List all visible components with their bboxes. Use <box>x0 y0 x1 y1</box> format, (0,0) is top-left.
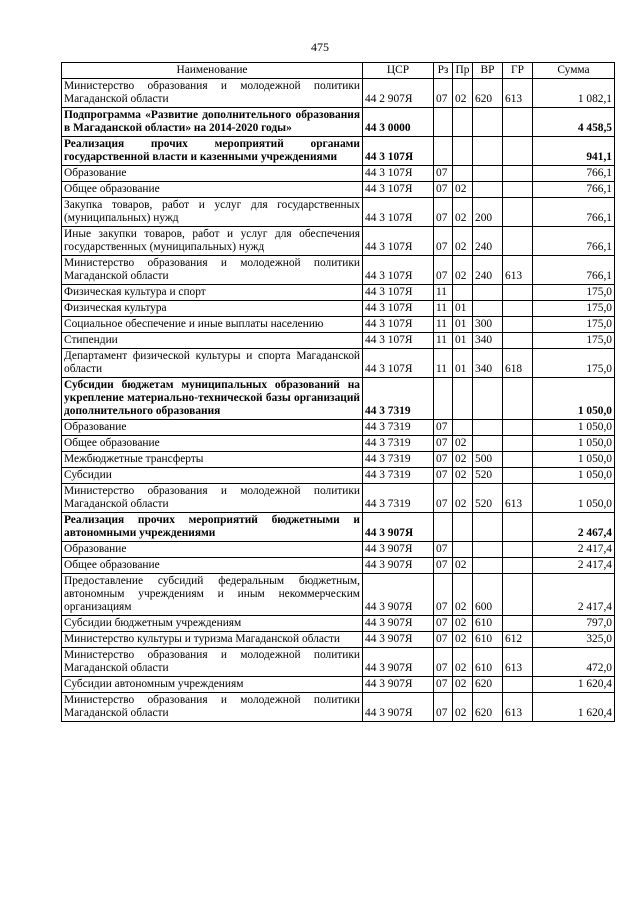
row-rz-cell: 07 <box>434 182 453 198</box>
row-csr-cell: 44 3 107Я <box>363 166 434 182</box>
row-vr-cell: 620 <box>473 677 503 693</box>
row-vr-cell: 300 <box>473 317 503 333</box>
header-name: Наименование <box>62 63 363 79</box>
row-name-cell: Департамент физической культуры и спорта Магаданской области <box>62 349 363 378</box>
row-rz-cell: 07 <box>434 166 453 182</box>
row-pr-cell: 02 <box>453 452 473 468</box>
row-csr-cell: 44 3 7319 <box>363 378 434 420</box>
row-pr-cell <box>453 378 473 420</box>
row-csr-cell: 44 3 107Я <box>363 349 434 378</box>
row-vr-cell: 340 <box>473 349 503 378</box>
row-sum-cell: 1 050,0 <box>533 420 615 436</box>
table-row <box>62 616 615 632</box>
table-row <box>62 137 615 166</box>
row-pr-cell: 02 <box>453 436 473 452</box>
row-sum-cell: 175,0 <box>533 301 615 317</box>
row-name-cell: Реализация прочих мероприятий бюджетными и автономными учреждениями <box>62 513 363 542</box>
table-row <box>62 452 615 468</box>
row-vr-cell <box>473 182 503 198</box>
table-row <box>62 301 615 317</box>
row-vr-cell: 520 <box>473 484 503 513</box>
row-gr-cell <box>503 227 533 256</box>
table-body <box>62 79 615 722</box>
row-pr-cell: 01 <box>453 301 473 317</box>
table-row <box>62 632 615 648</box>
row-vr-cell: 620 <box>473 693 503 722</box>
row-pr-cell: 02 <box>453 632 473 648</box>
table-row <box>62 513 615 542</box>
row-gr-cell: 613 <box>503 693 533 722</box>
row-sum-cell: 1 082,1 <box>533 79 615 108</box>
row-pr-cell: 02 <box>453 616 473 632</box>
row-sum-cell: 766,1 <box>533 198 615 227</box>
row-name-cell: Министерство образования и молодежной политики Магаданской области <box>62 693 363 722</box>
table-row <box>62 648 615 677</box>
table-row <box>62 182 615 198</box>
row-vr-cell: 610 <box>473 616 503 632</box>
table-row <box>62 198 615 227</box>
row-csr-cell: 44 3 107Я <box>363 256 434 285</box>
row-rz-cell: 07 <box>434 693 453 722</box>
row-rz-cell: 07 <box>434 616 453 632</box>
table-row <box>62 79 615 108</box>
row-name-cell: Стипендии <box>62 333 363 349</box>
row-name-cell: Министерство образования и молодежной политики Магаданской области <box>62 79 363 108</box>
row-gr-cell: 613 <box>503 484 533 513</box>
row-vr-cell: 600 <box>473 574 503 616</box>
table-row <box>62 436 615 452</box>
row-sum-cell: 175,0 <box>533 317 615 333</box>
table-row <box>62 317 615 333</box>
row-vr-cell: 340 <box>473 333 503 349</box>
row-sum-cell: 2 467,4 <box>533 513 615 542</box>
row-pr-cell <box>453 166 473 182</box>
row-name-cell: Общее образование <box>62 436 363 452</box>
row-pr-cell: 02 <box>453 227 473 256</box>
table-row <box>62 484 615 513</box>
table-row <box>62 693 615 722</box>
row-gr-cell <box>503 317 533 333</box>
row-gr-cell <box>503 166 533 182</box>
row-vr-cell: 620 <box>473 79 503 108</box>
row-rz-cell: 11 <box>434 333 453 349</box>
row-sum-cell: 2 417,4 <box>533 558 615 574</box>
row-csr-cell: 44 3 907Я <box>363 616 434 632</box>
row-pr-cell: 02 <box>453 677 473 693</box>
row-pr-cell <box>453 285 473 301</box>
row-name-cell: Предоставление субсидий федеральным бюджетным, автономным учреждениям и иным некоммерческим организациям <box>62 574 363 616</box>
row-sum-cell: 325,0 <box>533 632 615 648</box>
row-gr-cell <box>503 677 533 693</box>
row-vr-cell <box>473 436 503 452</box>
row-csr-cell: 44 3 107Я <box>363 333 434 349</box>
table-row <box>62 285 615 301</box>
row-csr-cell: 44 2 907Я <box>363 79 434 108</box>
row-csr-cell: 44 3 107Я <box>363 227 434 256</box>
row-gr-cell <box>503 513 533 542</box>
row-csr-cell: 44 3 107Я <box>363 137 434 166</box>
row-sum-cell: 1 050,0 <box>533 378 615 420</box>
row-gr-cell <box>503 558 533 574</box>
table-row <box>62 574 615 616</box>
row-name-cell: Министерство образования и молодежной политики Магаданской области <box>62 484 363 513</box>
row-name-cell: Министерство образования и молодежной политики Магаданской области <box>62 256 363 285</box>
row-rz-cell: 11 <box>434 317 453 333</box>
row-sum-cell: 2 417,4 <box>533 542 615 558</box>
row-csr-cell: 44 3 107Я <box>363 198 434 227</box>
row-rz-cell: 07 <box>434 542 453 558</box>
row-gr-cell: 613 <box>503 648 533 677</box>
row-sum-cell: 766,1 <box>533 227 615 256</box>
row-rz-cell: 07 <box>434 574 453 616</box>
row-vr-cell <box>473 137 503 166</box>
row-sum-cell: 4 458,5 <box>533 108 615 137</box>
row-name-cell: Министерство культуры и туризма Магаданской области <box>62 632 363 648</box>
row-name-cell: Общее образование <box>62 182 363 198</box>
row-name-cell: Общее образование <box>62 558 363 574</box>
row-rz-cell: 07 <box>434 436 453 452</box>
row-rz-cell: 11 <box>434 285 453 301</box>
row-sum-cell: 766,1 <box>533 256 615 285</box>
row-gr-cell <box>503 574 533 616</box>
row-vr-cell: 610 <box>473 648 503 677</box>
row-csr-cell: 44 3 907Я <box>363 693 434 722</box>
table-row <box>62 108 615 137</box>
row-sum-cell: 2 417,4 <box>533 574 615 616</box>
header-vr: ВР <box>473 63 503 79</box>
row-pr-cell: 02 <box>453 468 473 484</box>
row-rz-cell: 07 <box>434 420 453 436</box>
row-csr-cell: 44 3 7319 <box>363 452 434 468</box>
row-vr-cell <box>473 166 503 182</box>
row-vr-cell: 240 <box>473 227 503 256</box>
row-name-cell: Межбюджетные трансферты <box>62 452 363 468</box>
table-row <box>62 333 615 349</box>
row-csr-cell: 44 3 7319 <box>363 468 434 484</box>
row-vr-cell <box>473 301 503 317</box>
table-header-row <box>62 63 615 79</box>
row-name-cell: Субсидии <box>62 468 363 484</box>
row-name-cell: Закупка товаров, работ и услуг для государственных (муниципальных) нужд <box>62 198 363 227</box>
row-gr-cell <box>503 182 533 198</box>
row-name-cell: Образование <box>62 166 363 182</box>
row-gr-cell <box>503 198 533 227</box>
table-row <box>62 468 615 484</box>
row-csr-cell: 44 3 907Я <box>363 542 434 558</box>
row-gr-cell <box>503 616 533 632</box>
table-row <box>62 677 615 693</box>
budget-table <box>61 62 615 722</box>
row-csr-cell: 44 3 107Я <box>363 301 434 317</box>
row-pr-cell: 01 <box>453 333 473 349</box>
row-csr-cell: 44 3 907Я <box>363 513 434 542</box>
row-csr-cell: 44 3 7319 <box>363 484 434 513</box>
row-vr-cell <box>473 542 503 558</box>
row-sum-cell: 472,0 <box>533 648 615 677</box>
row-pr-cell: 02 <box>453 558 473 574</box>
row-sum-cell: 941,1 <box>533 137 615 166</box>
row-pr-cell <box>453 108 473 137</box>
row-sum-cell: 1 050,0 <box>533 452 615 468</box>
row-sum-cell: 1 050,0 <box>533 484 615 513</box>
row-name-cell: Министерство образования и молодежной политики Магаданской области <box>62 648 363 677</box>
row-vr-cell <box>473 420 503 436</box>
row-csr-cell: 44 3 907Я <box>363 574 434 616</box>
row-name-cell: Подпрограмма «Развитие дополнительного образования в Магаданской области» на 2014-2020 годы» <box>62 108 363 137</box>
table-row <box>62 378 615 420</box>
row-sum-cell: 797,0 <box>533 616 615 632</box>
row-gr-cell: 613 <box>503 79 533 108</box>
row-pr-cell <box>453 542 473 558</box>
row-sum-cell: 1 050,0 <box>533 468 615 484</box>
row-vr-cell <box>473 378 503 420</box>
row-gr-cell <box>503 436 533 452</box>
row-vr-cell <box>473 108 503 137</box>
row-rz-cell: 07 <box>434 632 453 648</box>
header-sum: Сумма <box>533 63 615 79</box>
row-gr-cell <box>503 378 533 420</box>
row-csr-cell: 44 3 0000 <box>363 108 434 137</box>
table-row <box>62 542 615 558</box>
row-rz-cell: 07 <box>434 227 453 256</box>
table-row <box>62 420 615 436</box>
row-vr-cell: 200 <box>473 198 503 227</box>
row-pr-cell <box>453 137 473 166</box>
row-rz-cell <box>434 108 453 137</box>
row-rz-cell: 07 <box>434 648 453 677</box>
row-sum-cell: 766,1 <box>533 166 615 182</box>
table-row <box>62 227 615 256</box>
row-vr-cell: 520 <box>473 468 503 484</box>
row-name-cell: Субсидии автономным учреждениям <box>62 677 363 693</box>
row-rz-cell: 11 <box>434 349 453 378</box>
row-vr-cell <box>473 285 503 301</box>
row-name-cell: Образование <box>62 542 363 558</box>
row-gr-cell: 612 <box>503 632 533 648</box>
row-gr-cell <box>503 420 533 436</box>
row-sum-cell: 1 620,4 <box>533 693 615 722</box>
row-pr-cell: 02 <box>453 648 473 677</box>
row-sum-cell: 1 050,0 <box>533 436 615 452</box>
row-csr-cell: 44 3 107Я <box>363 285 434 301</box>
row-rz-cell: 07 <box>434 452 453 468</box>
row-csr-cell: 44 3 907Я <box>363 632 434 648</box>
row-vr-cell: 610 <box>473 632 503 648</box>
row-sum-cell: 766,1 <box>533 182 615 198</box>
row-name-cell: Реализация прочих мероприятий органами государственной власти и казенными учреждениями <box>62 137 363 166</box>
row-name-cell: Физическая культура и спорт <box>62 285 363 301</box>
row-vr-cell: 500 <box>473 452 503 468</box>
row-vr-cell <box>473 513 503 542</box>
row-csr-cell: 44 3 907Я <box>363 558 434 574</box>
row-pr-cell: 02 <box>453 79 473 108</box>
header-csr: ЦСР <box>363 63 434 79</box>
row-rz-cell <box>434 137 453 166</box>
row-pr-cell: 01 <box>453 349 473 378</box>
row-vr-cell <box>473 558 503 574</box>
row-name-cell: Иные закупки товаров, работ и услуг для обеспечения государственных (муниципальных) нужд <box>62 227 363 256</box>
row-csr-cell: 44 3 107Я <box>363 182 434 198</box>
row-csr-cell: 44 3 7319 <box>363 436 434 452</box>
row-gr-cell <box>503 137 533 166</box>
row-pr-cell: 01 <box>453 317 473 333</box>
row-rz-cell: 07 <box>434 256 453 285</box>
row-sum-cell: 1 620,4 <box>533 677 615 693</box>
row-csr-cell: 44 3 7319 <box>363 420 434 436</box>
row-name-cell: Субсидии бюджетам муниципальных образований на укрепление материально-технической базы организаций дополнительного образования <box>62 378 363 420</box>
row-rz-cell: 11 <box>434 301 453 317</box>
table-row <box>62 349 615 378</box>
row-vr-cell: 240 <box>473 256 503 285</box>
row-gr-cell: 618 <box>503 349 533 378</box>
row-sum-cell: 175,0 <box>533 285 615 301</box>
row-rz-cell: 07 <box>434 558 453 574</box>
row-pr-cell: 02 <box>453 182 473 198</box>
row-gr-cell <box>503 285 533 301</box>
row-rz-cell: 07 <box>434 468 453 484</box>
page-number: 475 <box>311 40 329 54</box>
row-gr-cell <box>503 468 533 484</box>
row-gr-cell <box>503 301 533 317</box>
row-pr-cell: 02 <box>453 693 473 722</box>
row-pr-cell: 02 <box>453 574 473 616</box>
row-name-cell: Субсидии бюджетным учреждениям <box>62 616 363 632</box>
row-name-cell: Социальное обеспечение и иные выплаты населению <box>62 317 363 333</box>
row-rz-cell: 07 <box>434 198 453 227</box>
row-rz-cell <box>434 513 453 542</box>
row-gr-cell: 613 <box>503 256 533 285</box>
row-csr-cell: 44 3 907Я <box>363 648 434 677</box>
row-pr-cell: 02 <box>453 484 473 513</box>
row-name-cell: Образование <box>62 420 363 436</box>
row-name-cell: Физическая культура <box>62 301 363 317</box>
row-sum-cell: 175,0 <box>533 333 615 349</box>
row-csr-cell: 44 3 907Я <box>363 677 434 693</box>
row-pr-cell: 02 <box>453 256 473 285</box>
row-gr-cell <box>503 108 533 137</box>
table-row <box>62 558 615 574</box>
row-sum-cell: 175,0 <box>533 349 615 378</box>
header-gr: ГР <box>503 63 533 79</box>
table-row <box>62 256 615 285</box>
row-pr-cell: 02 <box>453 198 473 227</box>
row-rz-cell: 07 <box>434 484 453 513</box>
row-gr-cell <box>503 452 533 468</box>
row-pr-cell <box>453 513 473 542</box>
header-pr: Пр <box>453 63 473 79</box>
header-rz: Рз <box>434 63 453 79</box>
row-rz-cell: 07 <box>434 677 453 693</box>
row-rz-cell: 07 <box>434 79 453 108</box>
row-pr-cell <box>453 420 473 436</box>
row-gr-cell <box>503 542 533 558</box>
table-row <box>62 166 615 182</box>
row-rz-cell <box>434 378 453 420</box>
row-gr-cell <box>503 333 533 349</box>
row-csr-cell: 44 3 107Я <box>363 317 434 333</box>
